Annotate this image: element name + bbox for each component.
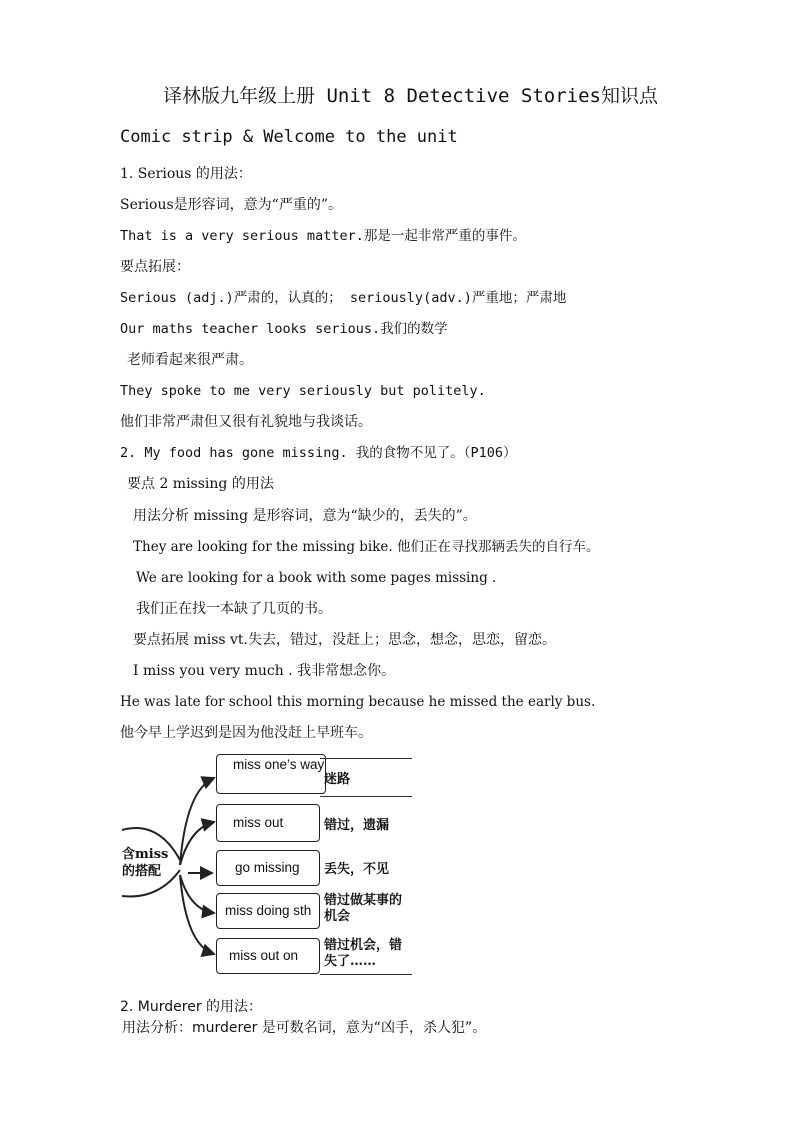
example-translation: 我们正在找一本缺了几页的书。 — [136, 601, 332, 617]
phrase-box: miss doing sth — [216, 893, 320, 929]
example-translation: 他们非常严肃但又很有礼貌地与我谈话。 — [120, 414, 372, 430]
example-sentence: We are looking for a book with some pages missing . — [136, 570, 497, 586]
example-sentence: They are looking for the missing bike. 他们正在寻找那辆丢失的自行车。 — [133, 539, 600, 555]
text-line: 要点 2 missing 的用法 — [127, 476, 274, 492]
point-heading-missing: 2. My food has gone missing. 我的食物不见了。（P106） — [120, 445, 517, 461]
text-line: 要点拓展 miss vt.失去，错过，没赶上；思念，想念，思恋，留恋。 — [133, 632, 557, 648]
meaning-label: 丢失，不见 — [324, 862, 390, 877]
example-sentence: I miss you very much . 我非常想念你。 — [133, 663, 396, 679]
miss-collocation-diagram — [118, 750, 418, 980]
text-line: Serious是形容词，意为“严重的”。 — [120, 197, 342, 213]
text-line: Serious (adj.)严肃的，认真的； seriously(adv.)严重地；严肃地 — [120, 290, 567, 306]
text-line: 要点拓展： — [120, 259, 190, 275]
center-label-line: 含miss — [122, 847, 169, 862]
point-heading-serious: 1. Serious 的用法： — [120, 166, 252, 182]
divider — [320, 758, 412, 759]
phrase-box: miss out — [216, 804, 320, 842]
example-translation: 他今早上学迟到是因为他没赶上早班车。 — [120, 725, 372, 741]
meaning-label: 错过，遗漏 — [324, 818, 390, 833]
section-title: Comic strip & Welcome to the unit — [120, 127, 458, 147]
meaning-label: 错过机会，错失了…… — [324, 938, 403, 969]
divider — [320, 974, 412, 975]
diagram-center-label — [122, 846, 168, 880]
example-sentence: That is a very serious matter.那是一起非常严重的事件。 — [120, 228, 526, 244]
example-sentence: They spoke to me very seriously but politely. — [120, 383, 486, 399]
example-translation: 老师看起来很严肃。 — [127, 352, 253, 368]
phrase-box: miss one’s way — [216, 754, 326, 794]
phrase-box: go missing — [216, 850, 320, 886]
point-heading-murderer: 2. Murderer 的用法： — [120, 999, 263, 1015]
center-label-line: 的搭配 — [122, 864, 162, 879]
phrase-box: miss out on — [216, 938, 320, 974]
text-line: 用法分析：murderer 是可数名词，意为“凶手，杀人犯”。 — [122, 1020, 487, 1036]
text-line: 用法分析 missing 是形容词，意为“缺少的，丢失的”。 — [133, 508, 477, 524]
meaning-label: 迷路 — [324, 772, 351, 787]
example-sentence: He was late for school this morning because he missed the early bus. — [120, 694, 596, 710]
meaning-label: 错过做某事的机会 — [324, 893, 403, 924]
example-sentence: Our maths teacher looks serious.我们的数学 — [120, 321, 448, 337]
divider — [320, 796, 412, 797]
document-title: 译林版九年级上册 Unit 8 Detective Stories知识点 — [163, 85, 658, 107]
